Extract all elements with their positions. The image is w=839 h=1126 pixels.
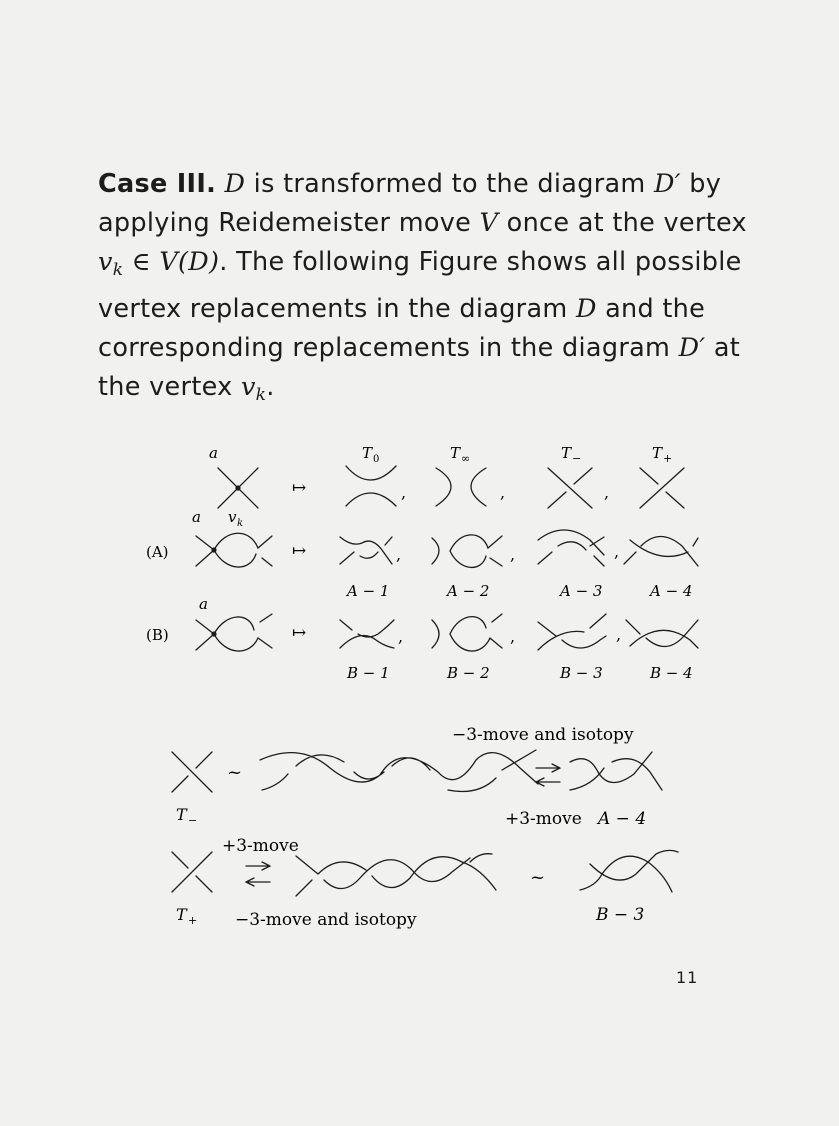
comma: , [396,545,402,564]
text-segment: is transformed to the diagram [245,169,654,199]
text-segment: by applying Reidemeister move [98,169,722,238]
label-subscript: + [663,452,673,465]
maps-to-arrow: ↦ [292,541,307,561]
math-D: D [224,169,246,199]
vertex-loop-B [196,614,272,651]
label-a: a [192,508,201,526]
math-element-of: ∈ [123,247,160,277]
page-number: 11 [676,968,699,987]
label-v: v [228,508,237,526]
equivalence-arrows [536,764,560,786]
caption-B-4: B − 4 [650,664,693,682]
vertex-loop-A [196,533,272,567]
result-tangle-B3 [580,850,678,892]
tangle-B3 [538,614,606,650]
math-D-prime: D′ [653,169,681,199]
result-label-B3: B − 3 [596,905,645,925]
twisted-strand-chain [260,750,538,792]
tangle-B2 [432,614,502,651]
crossing-Tminus [548,468,592,508]
result-label-A4: A − 4 [598,809,647,829]
label-subscript: − [572,452,582,465]
caption-B-1: B − 1 [347,664,390,682]
math-D-prime: D′ [678,333,706,363]
move-label-back: −3-move and isotopy [235,910,417,930]
tangle-A4 [624,537,698,567]
math-V-of-D: V(D) [159,247,220,277]
comma: , [604,483,610,502]
label-T: T [362,444,373,462]
comma: , [510,545,516,564]
equivalence-arrows [246,862,270,886]
caption-A-2: A − 2 [447,582,490,600]
label-a: a [209,444,218,462]
caption-A-4: A − 4 [650,582,693,600]
label-T: T [176,805,187,824]
figure-tminus-equivalence [172,725,662,829]
case-heading: Case III. [98,169,217,199]
label-subscript: ∞ [461,452,471,465]
move-label-back: +3-move [505,809,582,829]
move-label-top: −3-move and isotopy [452,725,634,745]
caption-A-3: A − 3 [560,582,603,600]
label-T: T [561,444,572,462]
label-subscript: 0 [373,454,380,465]
label-T: T [652,444,663,462]
tangle-A2 [432,535,502,568]
text-segment: . The following Figure shows all possible vertex replacements in the diagram [98,247,742,324]
math-k-subscript: k [255,385,267,405]
result-tangle-A4 [570,752,662,790]
caption-A-1: A − 1 [347,582,390,600]
label-a: a [199,595,208,613]
math-D: D [575,294,597,324]
tangle-Tinfinity [436,468,486,506]
move-label-bottom: +3-move [222,836,299,856]
comma: , [398,627,404,646]
comma: , [401,483,407,502]
label-T: T [176,905,187,924]
label-subscript: k [237,518,244,529]
text-segment: and the corresponding replacements in the diagram [98,294,706,363]
tangle-T0 [346,466,396,506]
label-subscript: + [188,914,198,927]
math-k-subscript: k [112,260,124,280]
comma: , [500,483,506,502]
twisted-strand-chain [296,854,496,896]
comma: , [510,627,516,646]
label-T: T [450,444,461,462]
math-V: V [479,208,499,238]
comma: , [614,542,620,561]
text-segment: once at the vertex [498,208,747,238]
tangle-A3 [538,530,604,566]
row-label-B: (B) [146,626,169,644]
tangle-B4 [626,620,698,648]
figure-row-B [146,595,698,682]
tilde: ~ [227,762,243,783]
math-v: v [98,247,113,277]
crossing-Tplus [172,852,212,892]
tangle-A1 [340,537,392,564]
crossing-Tplus [640,468,684,508]
maps-to-arrow: ↦ [292,623,307,643]
figure-row-A [146,508,698,600]
maps-to-arrow: ↦ [292,478,307,498]
comma: , [616,625,622,644]
figure-tplus-equivalence [172,836,678,930]
tangle-B1 [340,620,394,648]
caption-B-3: B − 3 [560,664,603,682]
text-segment: . [266,372,275,402]
caption-B-2: B − 2 [447,664,490,682]
label-subscript: − [188,814,198,827]
tilde: ~ [530,867,546,888]
figure-vertex-replacements [209,444,684,508]
vertex-crossing [218,468,258,508]
math-v: v [240,372,256,402]
row-label-A: (A) [146,543,169,561]
text-segment: at the vertex [98,333,741,402]
crossing-Tminus [172,752,212,792]
